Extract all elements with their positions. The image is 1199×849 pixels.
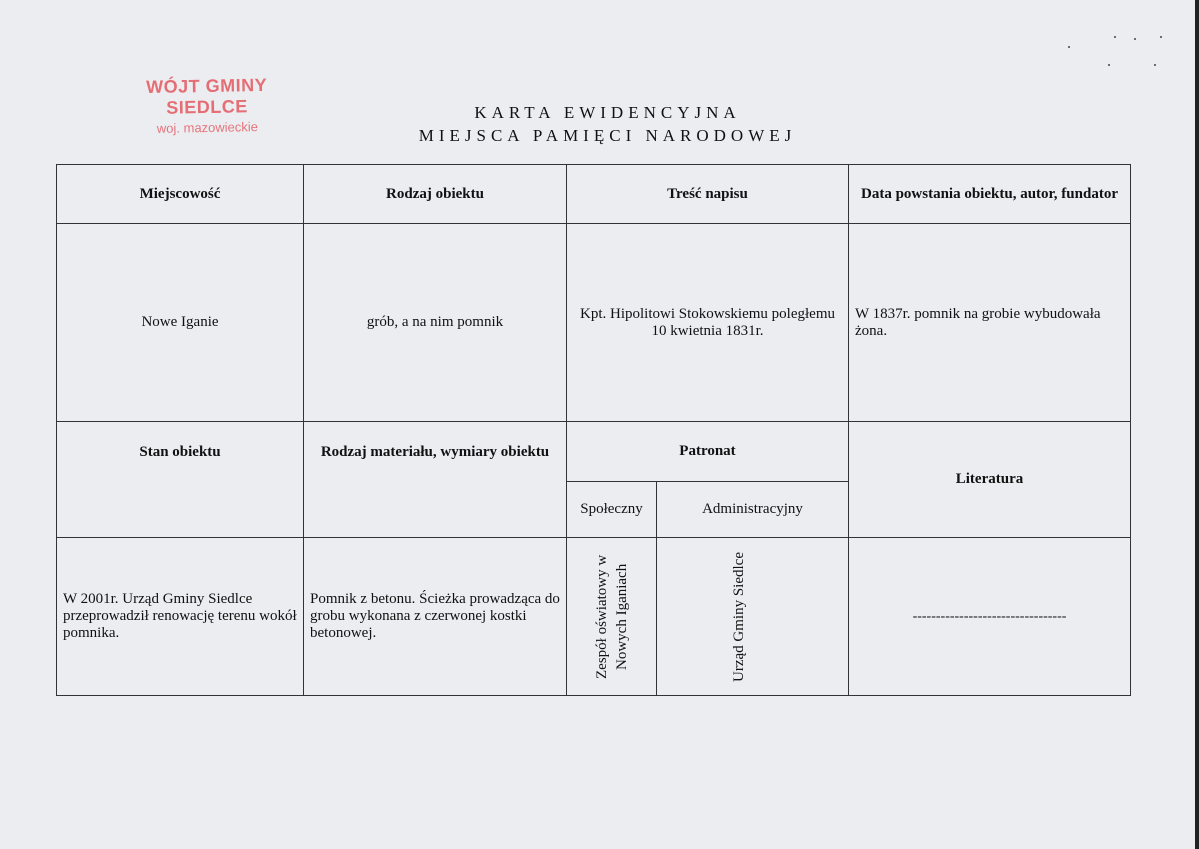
header-patronat: Patronat bbox=[567, 422, 849, 482]
value-administracyjny: Urząd Gminy Siedlce bbox=[730, 551, 747, 682]
value-spoleczny-cell bbox=[567, 538, 657, 696]
scan-specks bbox=[1060, 30, 1180, 80]
value-rodzaj-obiektu: grób, a na nim pomnik bbox=[304, 224, 567, 422]
value-data-powstania: W 1837r. pomnik na grobie wybudowała żona. bbox=[849, 224, 1131, 422]
value-rodzaj-materialu: Pomnik z betonu. Ścieżka prowadząca do grobu wykonana z czerwonej kostki betonowej. bbox=[304, 538, 567, 696]
value-administracyjny-cell bbox=[657, 538, 849, 696]
header-rodzaj-obiektu: Rodzaj obiektu bbox=[304, 165, 567, 224]
title-line-2: MIEJSCA PAMIĘCI NARODOWEJ bbox=[418, 126, 797, 145]
header-row-2 bbox=[57, 422, 1131, 482]
value-tresc-napisu: Kpt. Hipolitowi Stokowskiemu poległemu 10 kwietnia 1831r. bbox=[567, 224, 849, 422]
value-spoleczny: Zespół oświatowy w Nowych Iganiach bbox=[593, 554, 630, 679]
header-literatura: Literatura bbox=[849, 422, 1131, 538]
header-spoleczny: Społeczny bbox=[567, 482, 657, 538]
header-row-1 bbox=[57, 165, 1131, 224]
value-row-2 bbox=[57, 538, 1131, 696]
scan-border bbox=[1195, 0, 1199, 849]
value-stan-obiektu: W 2001r. Urząd Gminy Siedlce przeprowadził renowację terenu wokół pomnika. bbox=[57, 538, 304, 696]
header-miejscowosc: Miejscowość bbox=[57, 165, 304, 224]
header-tresc-napisu: Treść napisu bbox=[567, 165, 849, 224]
document-title bbox=[300, 101, 915, 147]
stamp-subtitle: woj. mazowieckie bbox=[156, 119, 259, 136]
official-stamp bbox=[111, 74, 302, 136]
value-miejscowosc: Nowe Iganie bbox=[57, 224, 304, 422]
value-row-1 bbox=[57, 224, 1131, 422]
header-administracyjny: Administracyjny bbox=[657, 482, 849, 538]
record-table bbox=[56, 164, 1131, 696]
header-data-powstania: Data powstania obiektu, autor, fundator bbox=[849, 165, 1131, 224]
value-literatura: --------------------------------- bbox=[849, 538, 1131, 696]
stamp-title: WÓJT GMINY SIEDLCE bbox=[145, 74, 268, 118]
title-line-1: KARTA EWIDENCYJNA bbox=[474, 103, 741, 122]
header-rodzaj-materialu: Rodzaj materiału, wymiary obiektu bbox=[304, 422, 567, 538]
header-stan-obiektu: Stan obiektu bbox=[57, 422, 304, 538]
